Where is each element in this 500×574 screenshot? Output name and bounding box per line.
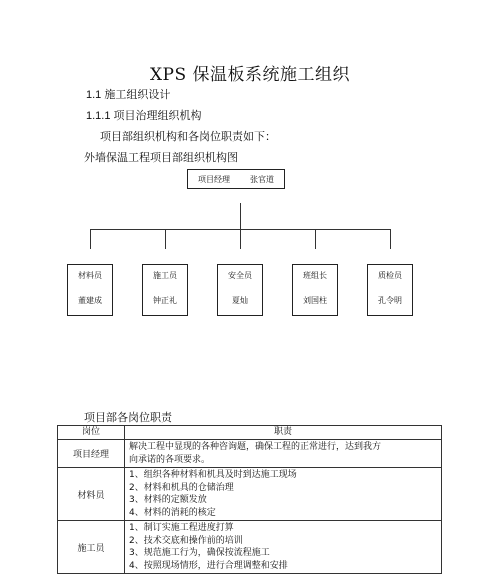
org-role-label: 安全员 (228, 271, 252, 280)
org-box-team-leader (292, 264, 338, 316)
org-role-label: 质检员 (378, 271, 402, 280)
position-cell: 材料员 (58, 468, 125, 521)
duty-line: 1、制订实施工程进度打算 (129, 523, 234, 533)
org-box-manager (187, 169, 285, 189)
org-person-name: 张官道 (250, 174, 274, 184)
column-header-duties: 职责 (125, 426, 442, 440)
position-cell: 项目经理 (58, 440, 125, 468)
duty-line: 3、规范施工行为，确保按流程施工 (129, 548, 270, 558)
duties-cell (125, 440, 442, 468)
org-person-name: 董建成 (78, 296, 102, 305)
org-role-label: 材料员 (78, 271, 102, 280)
org-role-label: 项目经理 (198, 174, 230, 184)
org-box-quality-inspector (367, 264, 413, 316)
duty-line: 3、材料的定额发放 (129, 495, 207, 505)
org-role-label: 班组长 (303, 271, 327, 280)
org-box-construction-clerk (142, 264, 188, 316)
org-connector-drop (240, 229, 241, 249)
duty-line: 2、材料和机具的仓储治理 (129, 482, 234, 493)
org-person-name: 钟正礼 (153, 296, 177, 305)
org-box-material-clerk (67, 264, 113, 316)
document-title: XPS 保温板系统施工组织 (149, 65, 351, 85)
duties-table (57, 425, 442, 574)
duty-line: 4、按照现场情形，进行合理调整和安排 (129, 560, 288, 571)
org-role-label: 施工员 (153, 271, 177, 280)
org-box-safety-officer (217, 264, 263, 316)
duty-line: 向承诺的各项要求。 (129, 454, 211, 465)
org-connector-drop (315, 229, 316, 249)
org-person-name: 刘国柱 (303, 296, 327, 305)
duties-table-caption: 项目部各岗位职责 (84, 411, 172, 424)
duty-line: 2、技术交底和操作前的培训 (129, 535, 243, 546)
org-connector-drop (165, 229, 166, 249)
position-cell: 施工员 (58, 521, 125, 574)
table-row (58, 468, 442, 521)
org-connector-drop (90, 229, 91, 249)
table-header-row (58, 426, 442, 440)
duty-line: 4、材料的消耗的核定 (129, 507, 216, 518)
org-chart-caption: 外墙保温工程项目部组织机构图 (84, 151, 238, 164)
duties-cell (125, 468, 442, 521)
subsection-heading: 1.1.1 项目治理组织机构 (86, 110, 202, 122)
org-person-name: 夏灿 (232, 296, 248, 305)
duty-line: 解决工程中显现的各种咨询题，确保工程的正常进行，达到我方 (129, 442, 382, 452)
section-heading: 1.1 施工组织设计 (86, 89, 171, 101)
org-person-name: 孔令明 (378, 296, 402, 305)
duty-line: 1、组织各种材料和机具及时到达施工现场 (129, 470, 297, 480)
org-connector-drop (390, 229, 391, 249)
table-row (58, 440, 442, 468)
intro-text: 项目部组织机构和各岗位职责如下： (100, 130, 276, 143)
column-header-position: 岗位 (58, 426, 125, 440)
